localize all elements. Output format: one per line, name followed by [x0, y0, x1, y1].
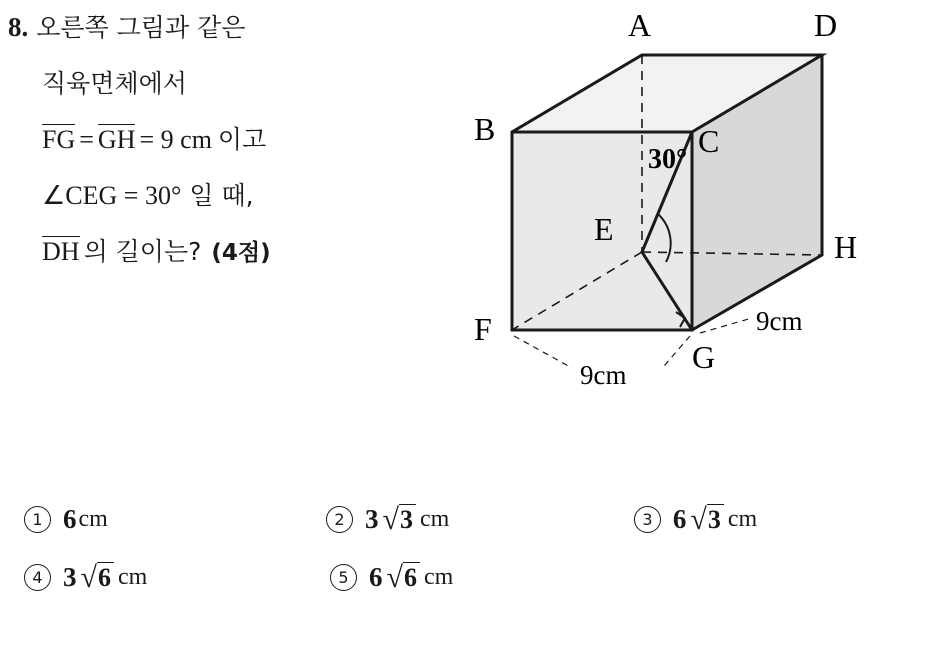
question-line-5 — [8, 232, 448, 288]
vertex-label-d: D — [814, 7, 838, 43]
choice-2-radicand: 3 — [399, 504, 416, 534]
choice-5-radicand: 6 — [403, 562, 420, 592]
vertex-label-c: C — [698, 123, 720, 159]
segment-fg: FG — [42, 125, 76, 154]
choice-row-1 — [10, 490, 930, 548]
choice-option-2[interactable] — [326, 504, 634, 535]
choice-row-2 — [10, 548, 930, 606]
radical-sign-icon: √ — [80, 561, 97, 594]
choice-marker-1: 1 — [24, 506, 51, 533]
question-line-3-tail: 이고 — [217, 125, 267, 154]
choice-3-radical — [690, 504, 723, 534]
radical-sign-icon: √ — [382, 503, 399, 536]
question-line-5-tail: 의 길이는? — [83, 237, 202, 266]
length-nine-cm: = 9 cm — [139, 125, 212, 154]
choice-4-unit: cm — [117, 563, 148, 590]
choice-3-radicand: 3 — [707, 504, 724, 534]
question-line-3 — [8, 120, 448, 176]
cuboid-figure — [452, 0, 922, 400]
choice-4-radicand: 6 — [97, 562, 114, 592]
radical-sign-icon: √ — [690, 503, 707, 536]
choice-3-coefficient: 6 — [672, 503, 687, 534]
question-line-1-text: 오른쪽 그림과 같은 — [36, 13, 246, 42]
segment-dh: DH — [42, 237, 80, 266]
choice-3-unit: cm — [727, 505, 758, 532]
question-line-2 — [8, 64, 448, 120]
choice-marker-5: 5 — [330, 564, 357, 591]
choice-2-unit: cm — [419, 505, 450, 532]
angle-label-30: 30° — [648, 144, 688, 175]
vertex-label-b: B — [474, 111, 496, 147]
answer-choices — [10, 490, 930, 606]
choice-2-radical — [383, 504, 416, 534]
vertex-label-h: H — [834, 229, 858, 265]
radical-sign-icon: √ — [386, 561, 403, 594]
choice-5-unit: cm — [423, 563, 454, 590]
vertex-label-f: F — [474, 311, 492, 347]
question-number: 8. — [8, 12, 29, 42]
question-line-4-tail: 일 때, — [189, 181, 254, 210]
equals-sign-1: = — [79, 125, 94, 154]
question-line-4 — [8, 176, 448, 232]
choice-marker-2: 2 — [326, 506, 353, 533]
vertex-label-e: E — [594, 211, 614, 247]
edge-label-right-9cm: 9cm — [756, 306, 803, 336]
cuboid-svg — [452, 0, 922, 400]
choice-marker-3: 3 — [634, 506, 661, 533]
angle-ceg-condition: ∠CEG = 30° — [42, 181, 182, 210]
choice-option-3[interactable] — [634, 504, 930, 535]
choice-1-coefficient: 6 — [63, 503, 77, 534]
choice-5-coefficient: 6 — [369, 561, 383, 592]
question-line-1 — [8, 8, 448, 64]
choice-4-radical — [81, 562, 114, 592]
vertex-label-a: A — [628, 7, 652, 43]
segment-gh: GH — [97, 125, 136, 154]
choice-option-5[interactable] — [330, 562, 642, 593]
choice-5-radical — [387, 562, 420, 592]
choice-2-coefficient: 3 — [365, 503, 379, 534]
edge-label-bottom-9cm: 9cm — [580, 360, 627, 390]
choice-4-coefficient: 3 — [63, 561, 77, 592]
question-points: (4점) — [211, 240, 271, 266]
vertex-label-g: G — [692, 339, 716, 375]
choice-marker-4: 4 — [24, 564, 51, 591]
choice-1-unit: cm — [78, 505, 108, 532]
choice-option-4[interactable] — [10, 562, 330, 593]
question-text-block — [8, 8, 448, 288]
question-line-2-text: 직육면체에서 — [42, 69, 187, 98]
choice-option-1[interactable] — [10, 504, 326, 535]
